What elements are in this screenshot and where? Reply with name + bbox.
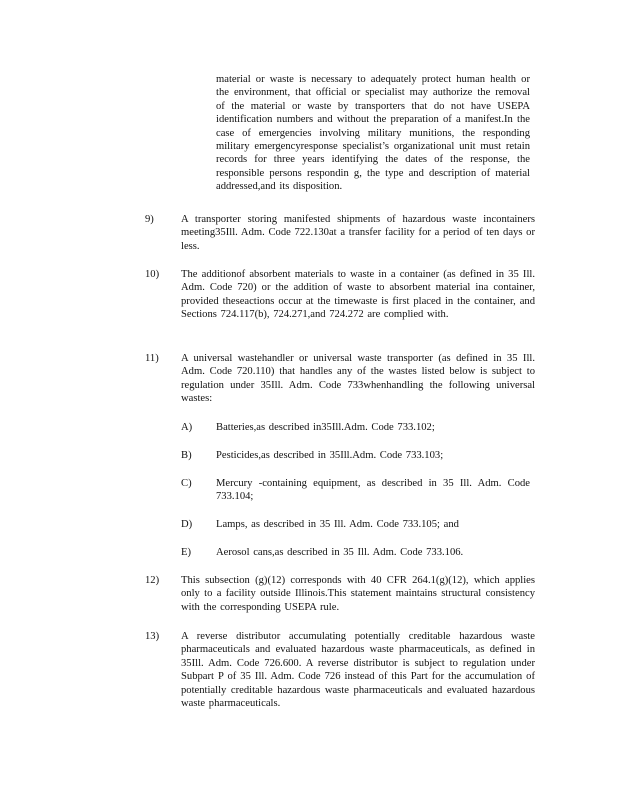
subitem-text: Batteries,as described in35Ill.Adm. Code 733.102; [216,422,435,433]
subitem-text: Lamps, as described in 35 Ill. Adm. Code 733.105; and [216,519,459,530]
subitem-label: E) [181,547,191,558]
subitem-text: Mercury -containing equipment, as described in 35 Ill. Adm. Code 733.104; [216,478,530,503]
subitem-label: A) [181,422,193,433]
subitem-text: Pesticides,as described in 35Ill.Adm. Code 733.103; [216,450,444,461]
continuation-paragraph: material or waste is necessary to adequately protect human health or the environment, that official or specialist may authorize the removal of the material or waste by transporters that do not have USEPA identification numbers and without the preparation of a manifest.In the case of emergencies involving military munitions, the responding military emergencyresponse specialist’s organizational unit must retain records for three years identifying the dates of the response, the responsible persons respondin g, the type and description of material addressed,and its disposition. [216,74,530,193]
subitem-label: D) [181,519,193,530]
item-number: 11) [145,353,159,364]
item-text: This subsection (g)(12) corresponds with 40 CFR 264.1(g)(12), which applies only to a facility outside Illinois.This statement maintains structural consistency with the corresponding USEPA rule. [181,575,535,613]
item-text: A universal wastehandler or universal waste transporter (as defined in 35 Ill. Adm. Code 720.110) that handles any of the wastes listed below is subject to regulation under 35Ill. Adm. Code 733whenhandling the following universal wastes: [181,353,535,405]
item-text: A reverse distributor accumulating potentially creditable hazardous waste pharmaceuticals and evaluated hazardous waste pharmaceuticals, as defined in 35Ill. Adm. Code 726.600. A reverse distributor is subject to regulation under Subpart P of 35 Ill. Adm. Code 726 instead of this Part for the accumulation of potentially creditable hazardous waste pharmaceuticals and evaluated hazardous waste pharmaceuticals. [181,631,535,710]
item-number: 10) [145,269,160,280]
subitem-label: C) [181,478,192,489]
item-number: 13) [145,631,160,642]
item-text: A transporter storing manifested shipments of hazardous waste incontainers meeting35Ill. Adm. Code 722.130at a transfer facility for a period of ten days or less. [181,214,535,252]
item-text: The additionof absorbent materials to waste in a container (as defined in 35 Ill. Adm. Code 720) or the addition of waste to absorbent material ina container, provided theseactions occur at the timewaste is first placed in the container, and Sections 724.117(b), 724.271,and 724.272 are complied with. [181,269,535,321]
item-number: 12) [145,575,160,586]
subitem-label: B) [181,450,192,461]
item-number: 9) [145,214,154,225]
subitem-text: Aerosol cans,as described in 35 Ill. Adm. Code 733.106. [216,547,464,558]
